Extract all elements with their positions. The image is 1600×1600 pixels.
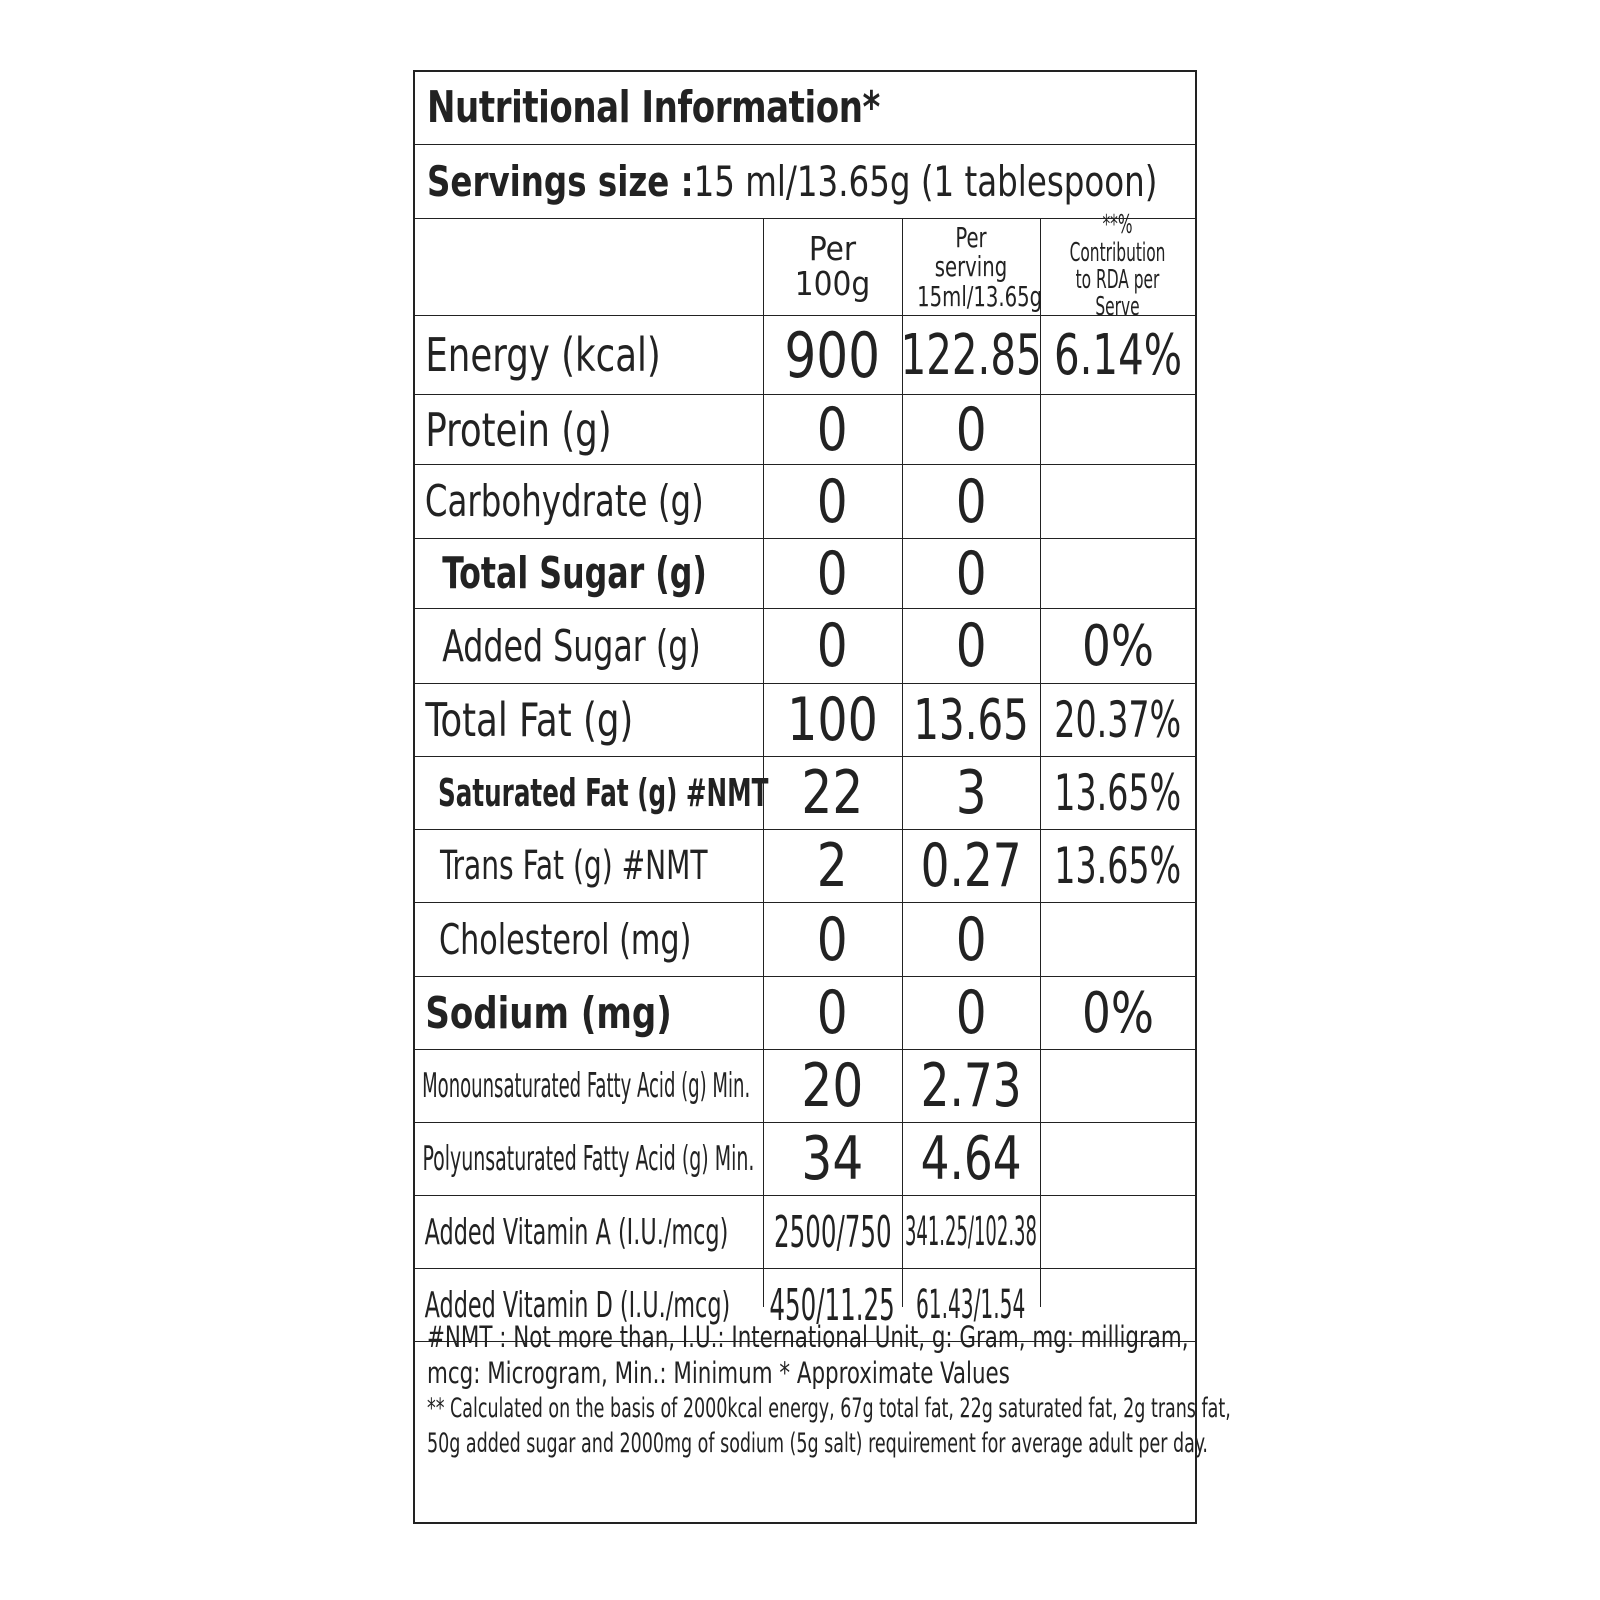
nutrient-name: Saturated Fat (g) #NMT bbox=[438, 771, 769, 815]
footnote-line: mcg: Microgram, Min.: Minimum * Approximate Values bbox=[427, 1356, 1010, 1390]
value-per-100g: 2500/750 bbox=[773, 1206, 892, 1258]
value-per-serving: 3 bbox=[955, 758, 987, 828]
value-rda-percent: 0% bbox=[1081, 980, 1154, 1046]
footnotes bbox=[415, 1307, 1231, 1522]
value-per-100g: 0 bbox=[817, 904, 848, 975]
title-row bbox=[415, 72, 1195, 145]
serving-size-row bbox=[415, 145, 1195, 219]
value-per-serving: 0 bbox=[955, 538, 987, 609]
value-per-serving: 341.25/102.38 bbox=[905, 1209, 1037, 1255]
nutrient-name: Energy (kcal) bbox=[425, 328, 661, 382]
value-per-serving: 0 bbox=[955, 466, 987, 537]
header-rda: **% Contribution to RDA per Serve bbox=[1069, 210, 1166, 323]
table-row bbox=[415, 609, 1195, 684]
table-row bbox=[415, 1050, 1195, 1123]
value-per-100g: 2 bbox=[817, 831, 848, 901]
table-row bbox=[415, 903, 1195, 977]
nutrient-name: Added Vitamin D (I.U./mcg) bbox=[424, 1284, 731, 1326]
header-per-serving: Per serving 15ml/13.65g bbox=[917, 220, 1043, 313]
table-row bbox=[415, 316, 1195, 395]
label-title: Nutritional Information* bbox=[427, 82, 880, 133]
value-rda-percent: 6.14% bbox=[1053, 322, 1182, 388]
value-per-100g: 450/11.25 bbox=[769, 1279, 896, 1331]
footnote-line: 50g added sugar and 2000mg of sodium (5g salt) requirement for average adult per day. bbox=[427, 1428, 1208, 1459]
table-header-row bbox=[415, 210, 1195, 323]
nutrient-name: Cholesterol (mg) bbox=[439, 915, 692, 964]
table-row bbox=[415, 757, 1195, 830]
value-per-100g: 0 bbox=[817, 538, 848, 609]
column-divider bbox=[902, 219, 903, 1307]
value-per-100g: 34 bbox=[801, 1124, 864, 1194]
value-rda-percent: 13.65% bbox=[1054, 764, 1181, 822]
value-per-serving: 2.73 bbox=[920, 1051, 1022, 1121]
nutrient-name: Polyunsaturated Fatty Acid (g) Min. bbox=[422, 1139, 755, 1179]
value-per-serving: 0 bbox=[955, 611, 987, 681]
value-per-serving: 122.85 bbox=[900, 322, 1042, 388]
value-rda-percent: 0% bbox=[1081, 613, 1154, 679]
value-per-serving: 4.64 bbox=[920, 1124, 1022, 1194]
serving-size-value: 15 ml/13.65g (1 tablespoon) bbox=[693, 157, 1158, 206]
footnote-line: #NMT : Not more than, I.U.: International Unit, g: Gram, mg: milligram, bbox=[427, 1320, 1189, 1354]
value-per-serving: 61.43/1.54 bbox=[916, 1282, 1026, 1328]
value-per-100g: 0 bbox=[817, 978, 848, 1048]
nutrient-name: Protein (g) bbox=[425, 402, 612, 457]
table-row bbox=[415, 684, 1195, 757]
nutrient-name: Carbohydrate (g) bbox=[424, 476, 704, 527]
column-divider bbox=[763, 219, 764, 1307]
nutrient-name: Total Fat (g) bbox=[425, 693, 634, 747]
value-per-100g: 0 bbox=[817, 394, 848, 465]
nutrient-name: Total Sugar (g) bbox=[442, 548, 707, 599]
value-per-100g: 0 bbox=[817, 611, 848, 681]
nutrient-name: Added Sugar (g) bbox=[442, 620, 701, 672]
table-row bbox=[415, 1196, 1195, 1269]
value-per-serving: 0 bbox=[955, 978, 987, 1048]
value-per-100g: 20 bbox=[801, 1051, 864, 1121]
nutrient-name: Monounsaturated Fatty Acid (g) Min. bbox=[422, 1066, 751, 1106]
nutrient-name: Trans Fat (g) #NMT bbox=[439, 843, 708, 889]
footnote-line: ** Calculated on the basis of 2000kcal energy, 67g total fat, 22g saturated fat, 2g trans fat, bbox=[427, 1393, 1231, 1424]
value-per-serving: 0 bbox=[955, 904, 987, 975]
table-row bbox=[415, 395, 1195, 465]
table-row bbox=[415, 1123, 1195, 1196]
nutrition-label bbox=[413, 70, 1231, 1524]
value-per-100g: 100 bbox=[787, 685, 878, 755]
value-per-serving: 0 bbox=[955, 394, 987, 465]
table-row bbox=[415, 465, 1195, 539]
value-per-100g: 900 bbox=[784, 318, 881, 392]
table-row bbox=[415, 830, 1195, 903]
value-per-100g: 22 bbox=[801, 758, 864, 828]
table-row bbox=[415, 539, 1195, 609]
nutrient-name: Added Vitamin A (I.U./mcg) bbox=[424, 1211, 729, 1253]
column-divider bbox=[1040, 219, 1041, 1307]
value-per-100g: 0 bbox=[817, 466, 848, 537]
table-row bbox=[415, 977, 1195, 1050]
serving-size-label: Servings size : bbox=[427, 157, 694, 206]
value-per-serving: 13.65 bbox=[913, 687, 1029, 753]
value-per-serving: 0.27 bbox=[920, 831, 1022, 901]
value-rda-percent: 20.37% bbox=[1054, 691, 1181, 749]
nutrient-name: Sodium (mg) bbox=[425, 987, 672, 1039]
value-rda-percent: 13.65% bbox=[1054, 837, 1181, 895]
header-per-100g: Per 100g bbox=[794, 229, 871, 303]
